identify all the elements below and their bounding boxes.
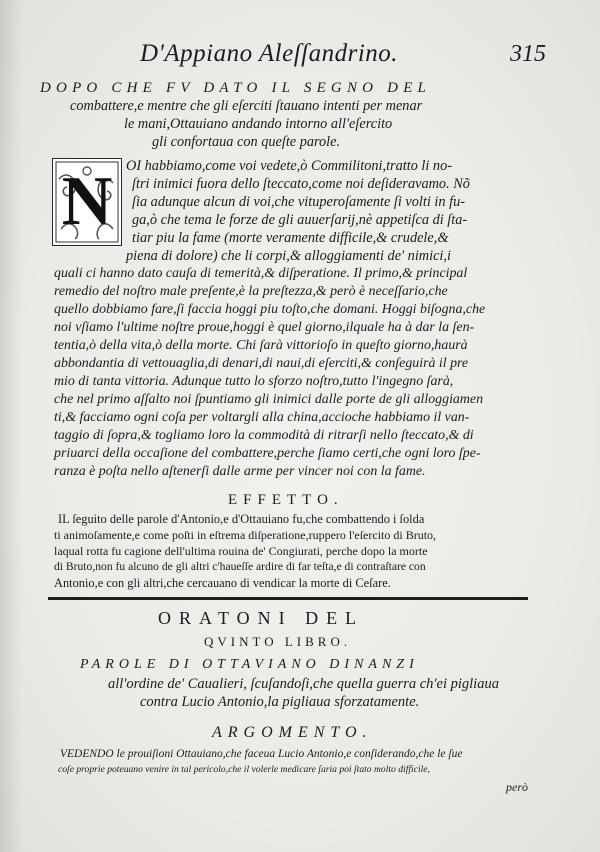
effetto-line: di Bruto,non fu alcuno de gli altri c'haueſſe ardire di far teſta,e di contraſtare con (54, 560, 426, 573)
oration-line: mio di tanta vittoria. Adunque tutto lo sforzo noſtro,tutto l'ingegno ſarà, (54, 374, 454, 389)
speech-title-line: all'ordine de' Caualieri, ſcuſandoſi,che quella guerra ch'ei pigliaua (108, 676, 499, 692)
argomento-heading: ARGOMENTO. (212, 724, 373, 741)
effetto-line: IL ſeguito delle parole d'Antonio,e d'Ottauiano fu,che combattendo i ſolda (58, 512, 425, 526)
book-subtitle: QVINTO LIBRO. (204, 634, 352, 649)
oration-line: ga,ò che tema le forze de gli auuerſarij,nè appetiſca di ſta- (132, 212, 468, 228)
oration-line: quali ci hanno dato cauſa di temerità,& diſperatione. Il primo,& principal (54, 266, 468, 281)
oration-line: ti,& facciamo ogni coſa per voltargli alla china,accioche habbiamo il van- (54, 410, 470, 425)
argomento-line: coſe proprie poteuano venire in tal pericolo,che il volerle medicare ſaria poi ſtato molto difficile, (58, 764, 430, 775)
oration-line: OI habbiamo,come voi vedete,ò Commilitoni,tratto li no- (126, 158, 452, 174)
oration-line: piena di dolore) che li corpi,& alloggiamenti de' nimici,i (126, 248, 451, 264)
effetto-heading: EFFETTO. (228, 492, 344, 508)
oration-line: che nel primo aſſalto noi ſpuntiamo gli inimici dalle porte de gli alloggiamen (54, 392, 484, 407)
oration-line: tiar piu la fame (morte veramente difficile,& crudele,& (132, 230, 449, 246)
oration-line: noi vſiamo l'ultime noſtre proue,hoggi è quel giorno,ilquale ha à dar la ſen- (54, 320, 475, 335)
oration-line: ranza è poſta nello aſtenerſi dalle arme per vincer noi con la fame. (54, 464, 426, 479)
oration-line: abbondantia di vettouaglia,di denari,di naui,di eſerciti,& conſeguirà il pre (54, 356, 469, 371)
oration-line: quello dobbiamo fare,ſi faccia hoggi piu toſto,che domani. Hoggi biſogna,che (54, 302, 486, 317)
oration-line: tentia,ò della vita,ò della morte. Chi ſarà vittorioſo in queſto giorno,haurà (54, 338, 468, 353)
oration-line: ſtri inimici fuora dello ſteccato,come noi deſideravamo. Nõ (132, 176, 470, 192)
intro-line: gli confortaua con queſte parole. (152, 134, 341, 150)
oration-line: remedio del noſtro male preſente,è la preſtezza,& però è neceſſario,che (54, 284, 448, 299)
page-number: 315 (510, 41, 546, 67)
initial-letter: N (61, 163, 113, 240)
section-title: ORATONI DEL (158, 608, 365, 628)
speech-title-caps: PAROLE DI OTTAVIANO DINANZI (80, 657, 419, 672)
intro-line: le mani,Ottauiano andando intorno all'eſercito (124, 116, 393, 132)
decorated-initial (52, 158, 122, 246)
page-header (0, 40, 600, 70)
running-title: D'Appiano Aleſſandrino. (140, 40, 399, 67)
catchword: però (506, 780, 528, 794)
intro-line: combattere,e mentre che gli eſerciti ſtauano intenti per menar (70, 98, 423, 114)
speech-title-line: contra Lucio Antonio,la pigliaua sforzatamente. (140, 694, 420, 710)
intro-caps-line: DOPO CHE FV DATO IL SEGNO DEL (40, 80, 432, 96)
oration-line: priuarci della occaſione del combattere,perche ſiamo certi,che ogni loro ſpe- (54, 446, 481, 461)
effetto-line: laqual rotta fu cagione dell'ultima rouina de' Congiurati, perche dopo la morte (54, 544, 428, 558)
oration-line: ſia adunque alcun di voi,che vituperoſamente ſi volti in fu- (132, 194, 465, 210)
argomento-line: VEDENDO le prouiſioni Ottauiano,che faceua Lucio Antonio,e conſiderando,che le ſue (60, 748, 463, 760)
section-rule (48, 597, 528, 600)
oration-line: taggio di ſopra,& togliamo loro la commodità di ritrarſi nello ſteccato,& di (54, 428, 474, 443)
effetto-line: Antonio,e con gli altri,che cercauano di vendicar la morte di Ceſare. (54, 576, 391, 590)
effetto-line: ti animoſamente,e come poſti in eſtrema diſperatione,ruppero l'eſercito di Bruto, (54, 528, 437, 542)
